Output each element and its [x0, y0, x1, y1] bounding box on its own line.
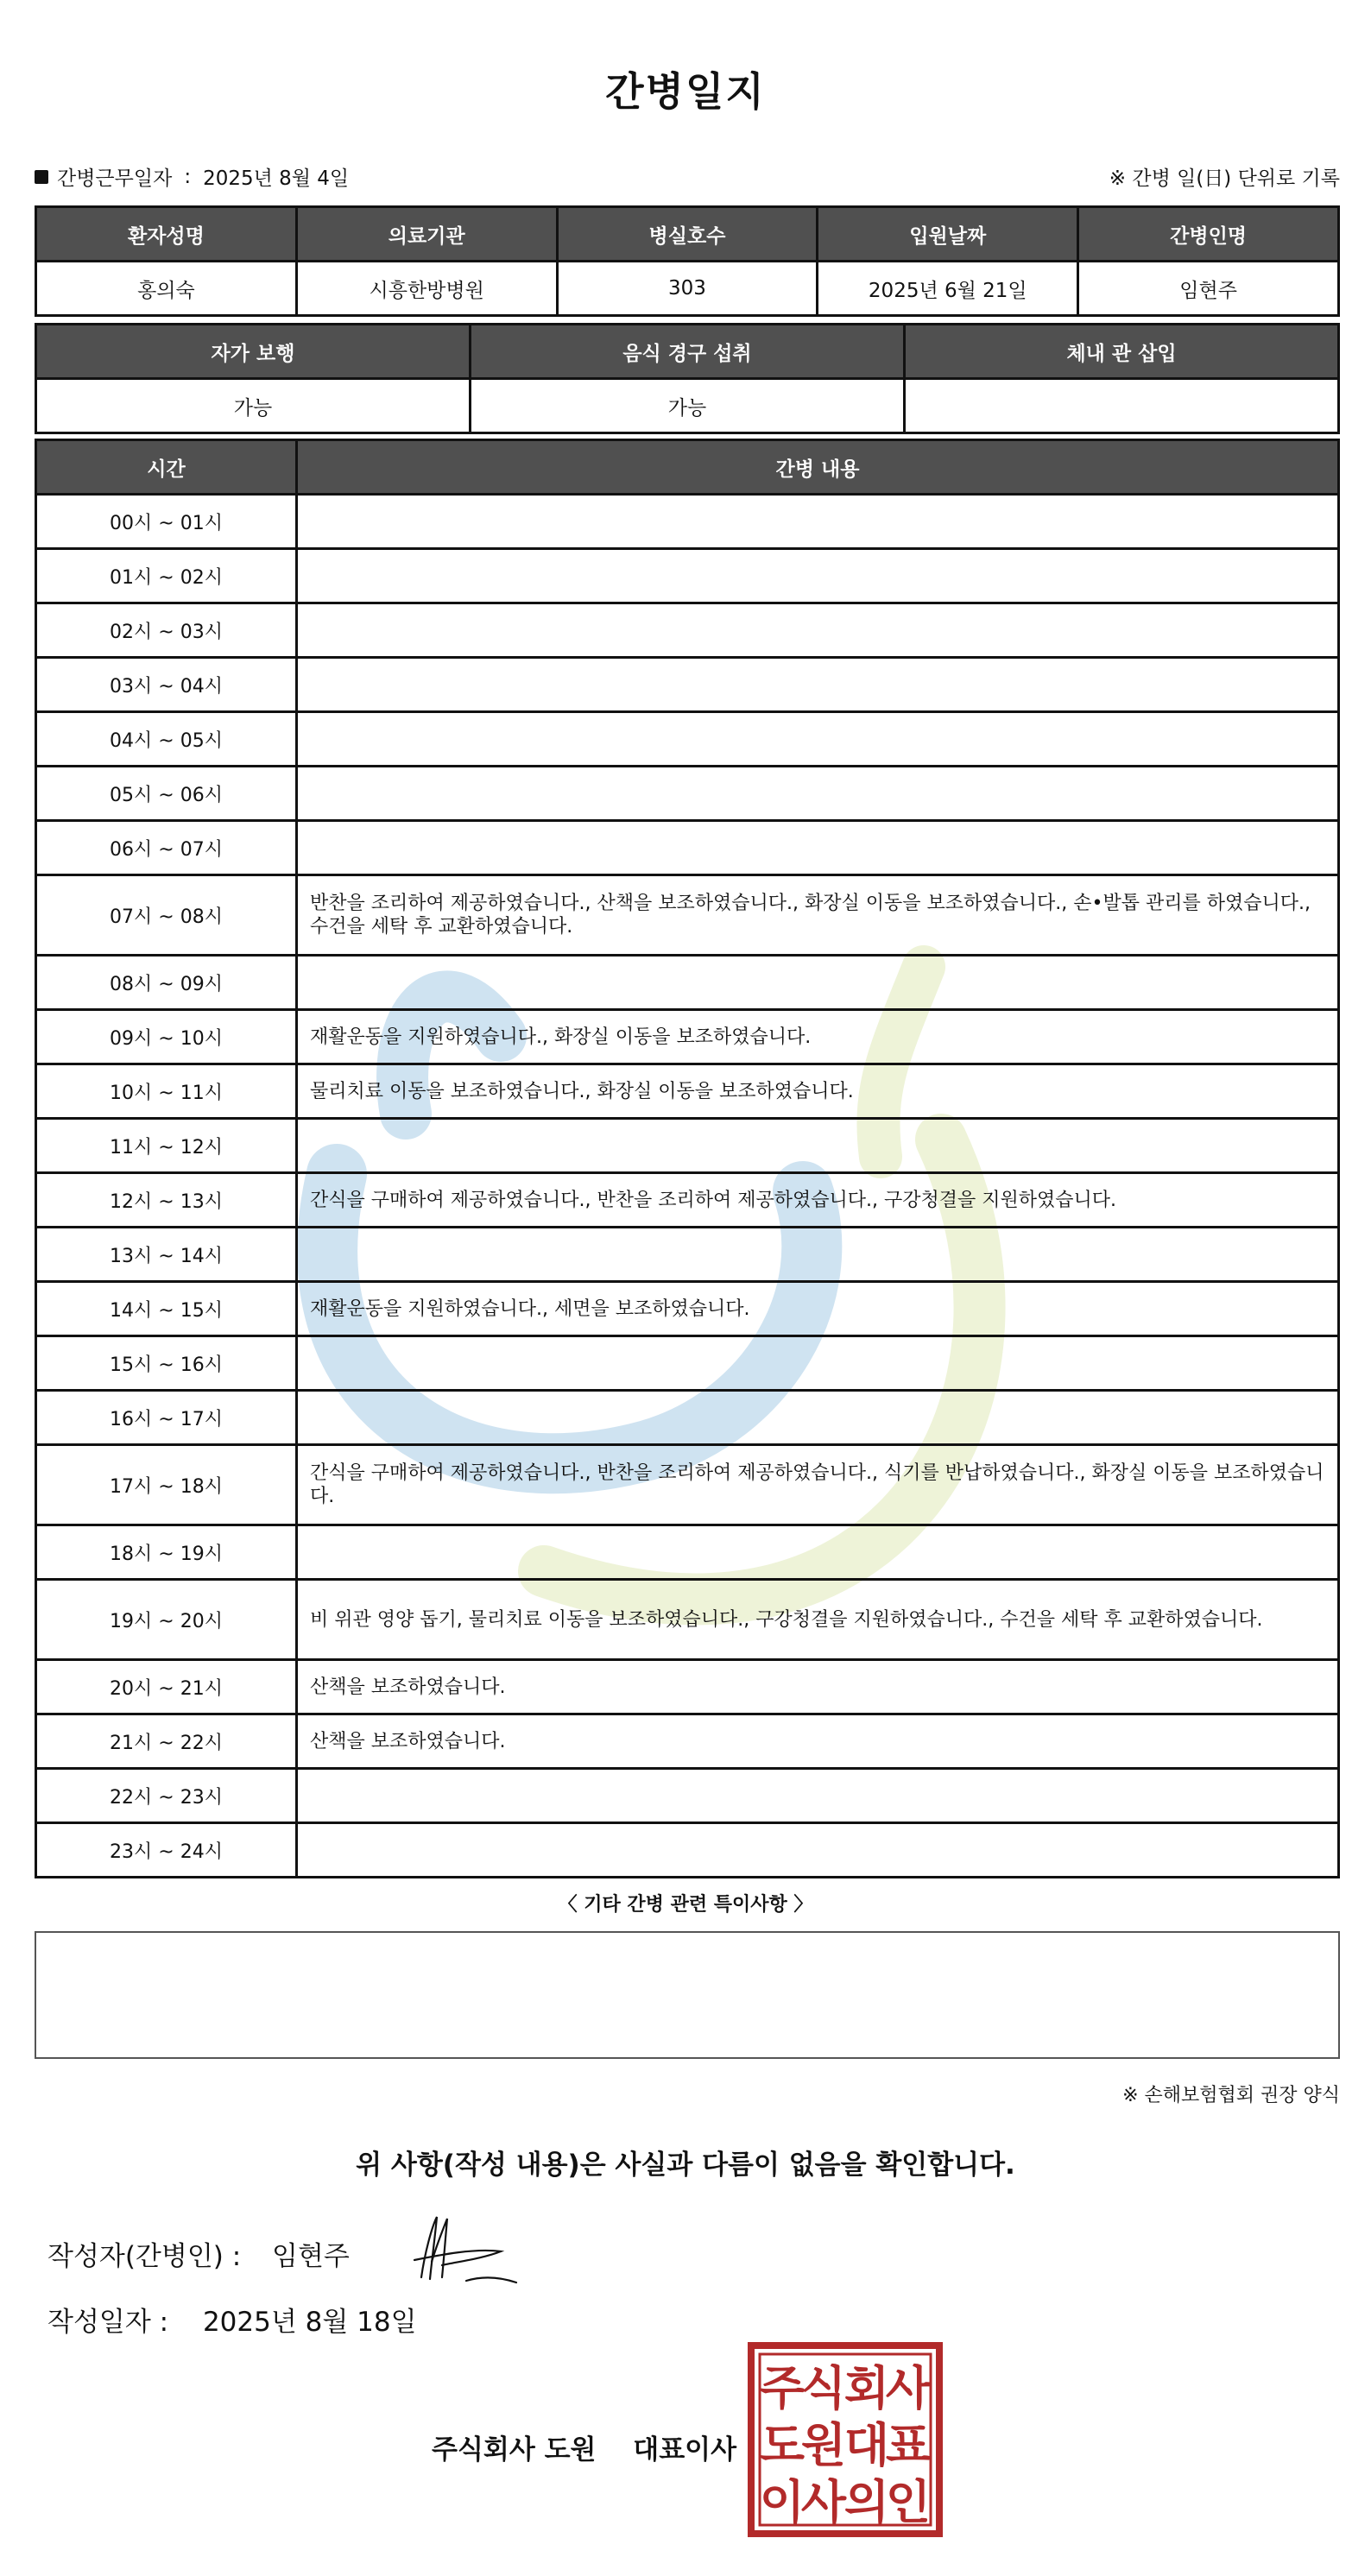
- care-row-time: 03시 ~ 04시: [36, 658, 297, 712]
- care-rows: [36, 495, 1339, 1878]
- oral-intake: 가능: [471, 379, 905, 433]
- header-tube-insertion: 체내 관 삽입: [905, 325, 1339, 379]
- company-name: 주식회사 도원: [432, 2434, 597, 2466]
- care-row-time: 13시 ~ 14시: [36, 1228, 297, 1282]
- svg-text:사: 사: [885, 2361, 932, 2415]
- care-row-time: 12시 ~ 13시: [36, 1173, 297, 1228]
- header-hospital: 의료기관: [296, 207, 557, 262]
- page-title: 간병일지: [605, 68, 766, 115]
- header-self-walking: 자가 보행: [36, 325, 471, 379]
- square-bullet-icon: [35, 170, 48, 184]
- care-row-content: 재활운동을 지원하였습니다., 세면을 보조하였습니다.: [297, 1282, 1339, 1336]
- caregiver-name: 임현주: [1078, 262, 1339, 316]
- care-row: [36, 1064, 1339, 1119]
- header-row: [36, 325, 1339, 379]
- care-row-time: 10시 ~ 11시: [36, 1064, 297, 1119]
- care-row-content: [297, 1336, 1339, 1391]
- care-row: [36, 821, 1339, 875]
- care-row: [36, 1336, 1339, 1391]
- care-row-content: 재활운동을 지원하였습니다., 화장실 이동을 보조하였습니다.: [297, 1010, 1339, 1064]
- care-row: [36, 1010, 1339, 1064]
- care-row: [36, 956, 1339, 1010]
- care-row-time: 21시 ~ 22시: [36, 1714, 297, 1769]
- patient-status-table: [35, 323, 1340, 434]
- care-row: [36, 1823, 1339, 1878]
- care-row: [36, 767, 1339, 821]
- self-walking: 가능: [36, 379, 471, 433]
- work-date-label: 간병근무일자: [57, 167, 173, 190]
- care-row-time: 05시 ~ 06시: [36, 767, 297, 821]
- care-row-content: [297, 712, 1339, 767]
- care-row-content: [297, 603, 1339, 658]
- care-row: [36, 1525, 1339, 1580]
- care-row: [36, 1769, 1339, 1823]
- value-row: [36, 262, 1339, 316]
- svg-text:식: 식: [800, 2361, 847, 2415]
- care-row-content: 반찬을 조리하여 제공하였습니다., 산책을 보조하였습니다., 화장실 이동을 보조하였습니다., 손•발톱 관리를 하였습니다., 수건을 세탁 후 교환하였습니다.: [297, 875, 1339, 956]
- care-row-time: 04시 ~ 05시: [36, 712, 297, 767]
- care-row: [36, 1391, 1339, 1445]
- header-caregiver-name: 간병인명: [1078, 207, 1339, 262]
- header-time: 시간: [36, 440, 297, 495]
- company-line: [432, 2428, 736, 2466]
- care-row: [36, 1173, 1339, 1228]
- care-row-content: [297, 821, 1339, 875]
- care-row-content: [297, 1119, 1339, 1173]
- header-row: [36, 440, 1339, 495]
- written-date-value: 2025년 8월 18일: [202, 2307, 417, 2338]
- care-row-time: 18시 ~ 19시: [36, 1525, 297, 1580]
- writer-line: [47, 2234, 350, 2273]
- care-row-time: 07시 ~ 08시: [36, 875, 297, 956]
- care-row: [36, 495, 1339, 549]
- care-row: [36, 603, 1339, 658]
- care-row-content: 산책을 보조하였습니다.: [297, 1714, 1339, 1769]
- form-source-note: ※ 손해보험협회 권장 양식: [1122, 2085, 1340, 2106]
- hospital: 시흥한방병원: [296, 262, 557, 316]
- care-row-content: [297, 1228, 1339, 1282]
- care-row-content: [297, 767, 1339, 821]
- care-row: [36, 549, 1339, 603]
- header-patient-name: 환자성명: [36, 207, 297, 262]
- writer-name: 임현주: [272, 2241, 350, 2272]
- care-row-time: 11시 ~ 12시: [36, 1119, 297, 1173]
- care-row-time: 08시 ~ 09시: [36, 956, 297, 1010]
- care-row-content: [297, 956, 1339, 1010]
- confirmation-statement: 위 사항(작성 내용)은 사실과 다름이 없음을 확인합니다.: [356, 2150, 1015, 2181]
- care-row-content: 간식을 구매하여 제공하였습니다., 반찬을 조리하여 제공하였습니다., 식기를 반납하였습니다., 화장실 이동을 보조하였습니다.: [297, 1445, 1339, 1525]
- svg-text:대: 대: [843, 2418, 890, 2472]
- care-row: [36, 1714, 1339, 1769]
- care-row-content: [297, 549, 1339, 603]
- representative-title: 대표이사: [633, 2434, 737, 2466]
- care-row: [36, 1580, 1339, 1660]
- svg-text:표: 표: [885, 2418, 932, 2472]
- signature: [406, 2210, 527, 2288]
- company-seal: [748, 2342, 943, 2537]
- care-row-content: [297, 495, 1339, 549]
- care-row-time: 23시 ~ 24시: [36, 1823, 297, 1878]
- care-row-content: 물리치료 이동을 보조하였습니다., 화장실 이동을 보조하였습니다.: [297, 1064, 1339, 1119]
- unit-note: ※ 간병 일(日) 단위로 기록: [1109, 167, 1340, 190]
- patient-name: 홍의숙: [36, 262, 297, 316]
- care-row-time: 17시 ~ 18시: [36, 1445, 297, 1525]
- care-row: [36, 875, 1339, 956]
- work-date: [35, 162, 349, 191]
- care-row-time: 20시 ~ 21시: [36, 1660, 297, 1714]
- header-care-content: 간병 내용: [297, 440, 1339, 495]
- care-row-time: 14시 ~ 15시: [36, 1282, 297, 1336]
- care-row: [36, 658, 1339, 712]
- care-row-content: 산책을 보조하였습니다.: [297, 1660, 1339, 1714]
- svg-text:회: 회: [843, 2361, 890, 2415]
- special-notes-box: [35, 1931, 1340, 2059]
- svg-text:원: 원: [800, 2418, 847, 2472]
- care-row-time: 19시 ~ 20시: [36, 1580, 297, 1660]
- written-date-line: [47, 2300, 417, 2339]
- care-row-content: [297, 1525, 1339, 1580]
- header-room-number: 병실호수: [557, 207, 818, 262]
- svg-text:의: 의: [843, 2475, 890, 2529]
- header-oral-intake: 음식 경구 섭취: [471, 325, 905, 379]
- care-row-time: 09시 ~ 10시: [36, 1010, 297, 1064]
- care-row-content: [297, 1391, 1339, 1445]
- care-row-content: 비 위관 영양 돕기, 물리치료 이동을 보조하였습니다., 구강청결을 지원하였습니다., 수건을 세탁 후 교환하였습니다.: [297, 1580, 1339, 1660]
- care-schedule-table: [35, 439, 1340, 1878]
- care-row: [36, 1445, 1339, 1525]
- special-notes-title: 〈 기타 간병 관련 특이사항 〉: [558, 1894, 813, 1916]
- care-row: [36, 1282, 1339, 1336]
- care-row-time: 01시 ~ 02시: [36, 549, 297, 603]
- header-row: [36, 207, 1339, 262]
- value-row: [36, 379, 1339, 433]
- room-number: 303: [557, 262, 818, 316]
- svg-text:이: 이: [759, 2475, 806, 2529]
- care-row-content: [297, 1823, 1339, 1878]
- care-row-content: [297, 1769, 1339, 1823]
- writer-label: 작성자(간병인) :: [47, 2241, 242, 2272]
- care-row-content: [297, 658, 1339, 712]
- care-row-time: 06시 ~ 07시: [36, 821, 297, 875]
- work-date-separator: :: [184, 165, 192, 188]
- admission-date: 2025년 6월 21일: [818, 262, 1078, 316]
- care-row: [36, 712, 1339, 767]
- care-row-time: 02시 ~ 03시: [36, 603, 297, 658]
- care-row-time: 15시 ~ 16시: [36, 1336, 297, 1391]
- svg-text:도: 도: [759, 2418, 806, 2472]
- care-row-time: 22시 ~ 23시: [36, 1769, 297, 1823]
- care-row-time: 16시 ~ 17시: [36, 1391, 297, 1445]
- svg-text:주: 주: [759, 2361, 806, 2415]
- written-date-label: 작성일자 :: [47, 2307, 169, 2338]
- tube-insertion: [905, 379, 1339, 433]
- svg-text:사: 사: [800, 2475, 847, 2529]
- patient-info-table: [35, 205, 1340, 317]
- care-row: [36, 1660, 1339, 1714]
- care-row: [36, 1119, 1339, 1173]
- care-row-time: 00시 ~ 01시: [36, 495, 297, 549]
- work-date-value: 2025년 8월 4일: [203, 167, 350, 190]
- header-admission-date: 입원날짜: [818, 207, 1078, 262]
- care-row: [36, 1228, 1339, 1282]
- care-row-content: 간식을 구매하여 제공하였습니다., 반찬을 조리하여 제공하였습니다., 구강청결을 지원하였습니다.: [297, 1173, 1339, 1228]
- svg-text:인: 인: [885, 2475, 932, 2529]
